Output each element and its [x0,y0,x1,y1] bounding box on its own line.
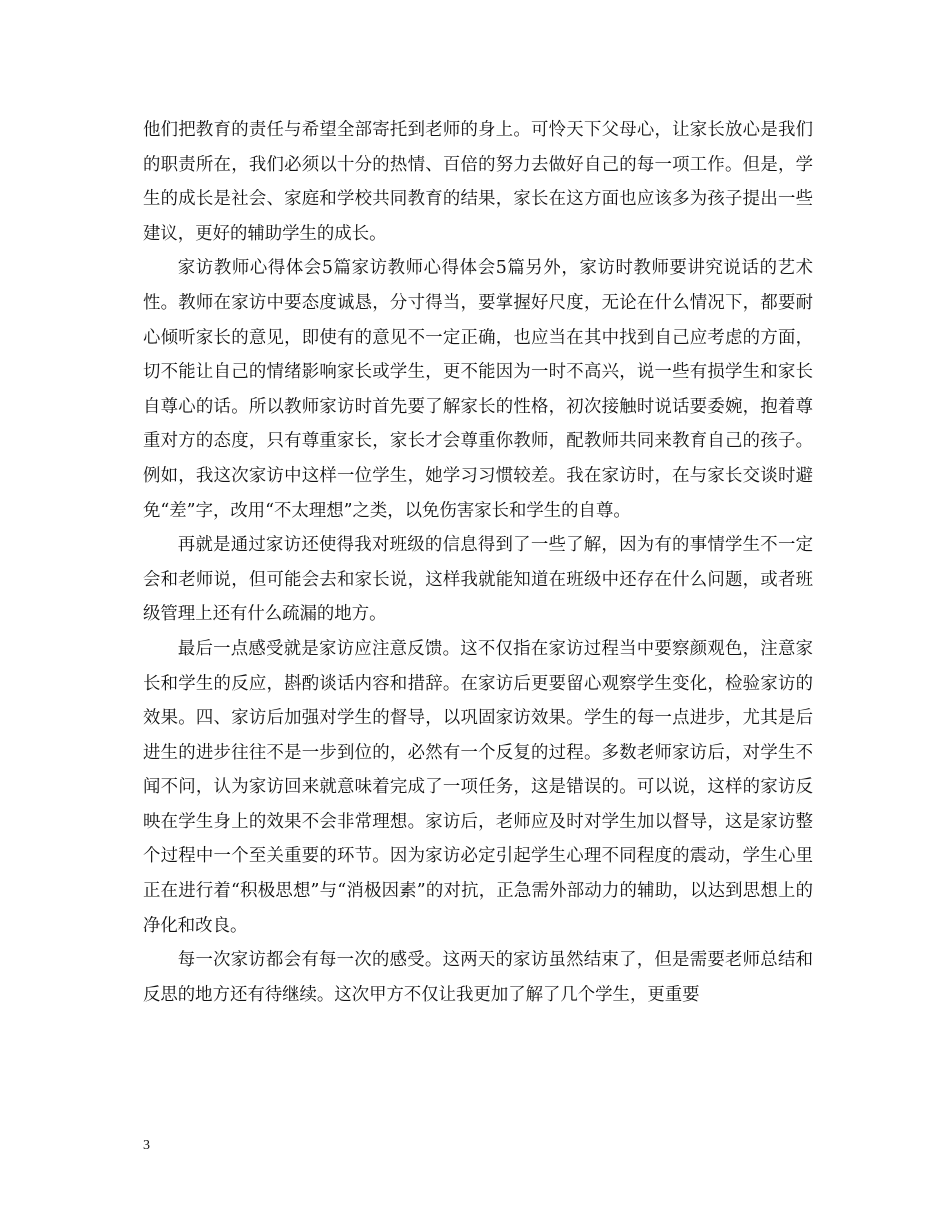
paragraph-3: 再就是通过家访还使得我对班级的信息得到了一些了解，因为有的事情学生不一定会和老师说，但可能会去和家长说，这样我就能知道在班级中还存在什么问题，或者班级管理上还有什么疏漏的地方。 [143,535,813,625]
paragraph-4: 最后一点感受就是家访应注意反馈。这不仅指在家访过程当中要察颜观色，注意家长和学生的反应，斟酌谈话内容和措辞。在家访后更要留心观察学生变化，检验家访的效果。四、家访后加强对学生的督导，以巩固家访效果。学生的每一点进步，尤其是后进生的进步往往不是一步到位的，必然有一个反复的过程。多数老师家访后，对学生不闻不问，认为家访回来就意味着完成了一项任务，这是错误的。可以说，这样的家访反映在学生身上的效果不会非常理想。家访后，老师应及时对学生加以督导，这是家访整个过程中一个至关重要的环节。因为家访必定引起学生心理不同程度的震动，学生心里正在进行着“积极思想”与“消极因素”的对抗，正急需外部动力的辅助，以达到思想上的净化和改良。 [143,638,813,936]
page-number: 3 [143,1138,150,1153]
paragraph-1: 他们把教育的责任与希望全部寄托到老师的身上。可怜天下父母心，让家长放心是我们的职责所在，我们必须以十分的热情、百倍的努力去做好自己的每一项工作。但是，学生的成长是社会、家庭和学校共同教育的结果，家长在这方面也应该多为孩子提出一些建议，更好的辅助学生的成长。 [143,120,813,244]
paragraph-2: 家访教师心得体会5篇家访教师心得体会5篇另外，家访时教师要讲究说话的艺术性。教师在家访中要态度诚恳，分寸得当，要掌握好尺度，无论在什么情况下，都要耐心倾听家长的意见，即使有的意见不一定正确，也应当在其中找到自己应考虑的方面，切不能让自己的情绪影响家长或学生，更不能因为一时不高兴，说一些有损学生和家长自尊心的话。所以教师家访时首先要了解家长的性格，初次接触时说话要委婉，抱着尊重对方的态度，只有尊重家长，家长才会尊重你教师，配教师共同来教育自己的孩子。例如，我这次家访中这样一位学生，她学习习惯较差。我在家访时，在与家长交谈时避免“差”字，改用“不太理想”之类，以免伤害家长和学生的自尊。 [143,258,813,521]
paragraph-5: 每一次家访都会有每一次的感受。这两天的家访虽然结束了，但是需要老师总结和反思的地方还有待继续。这次甲方不仅让我更加了解了几个学生，更重要 [143,950,813,1005]
body-text [143,113,813,1012]
